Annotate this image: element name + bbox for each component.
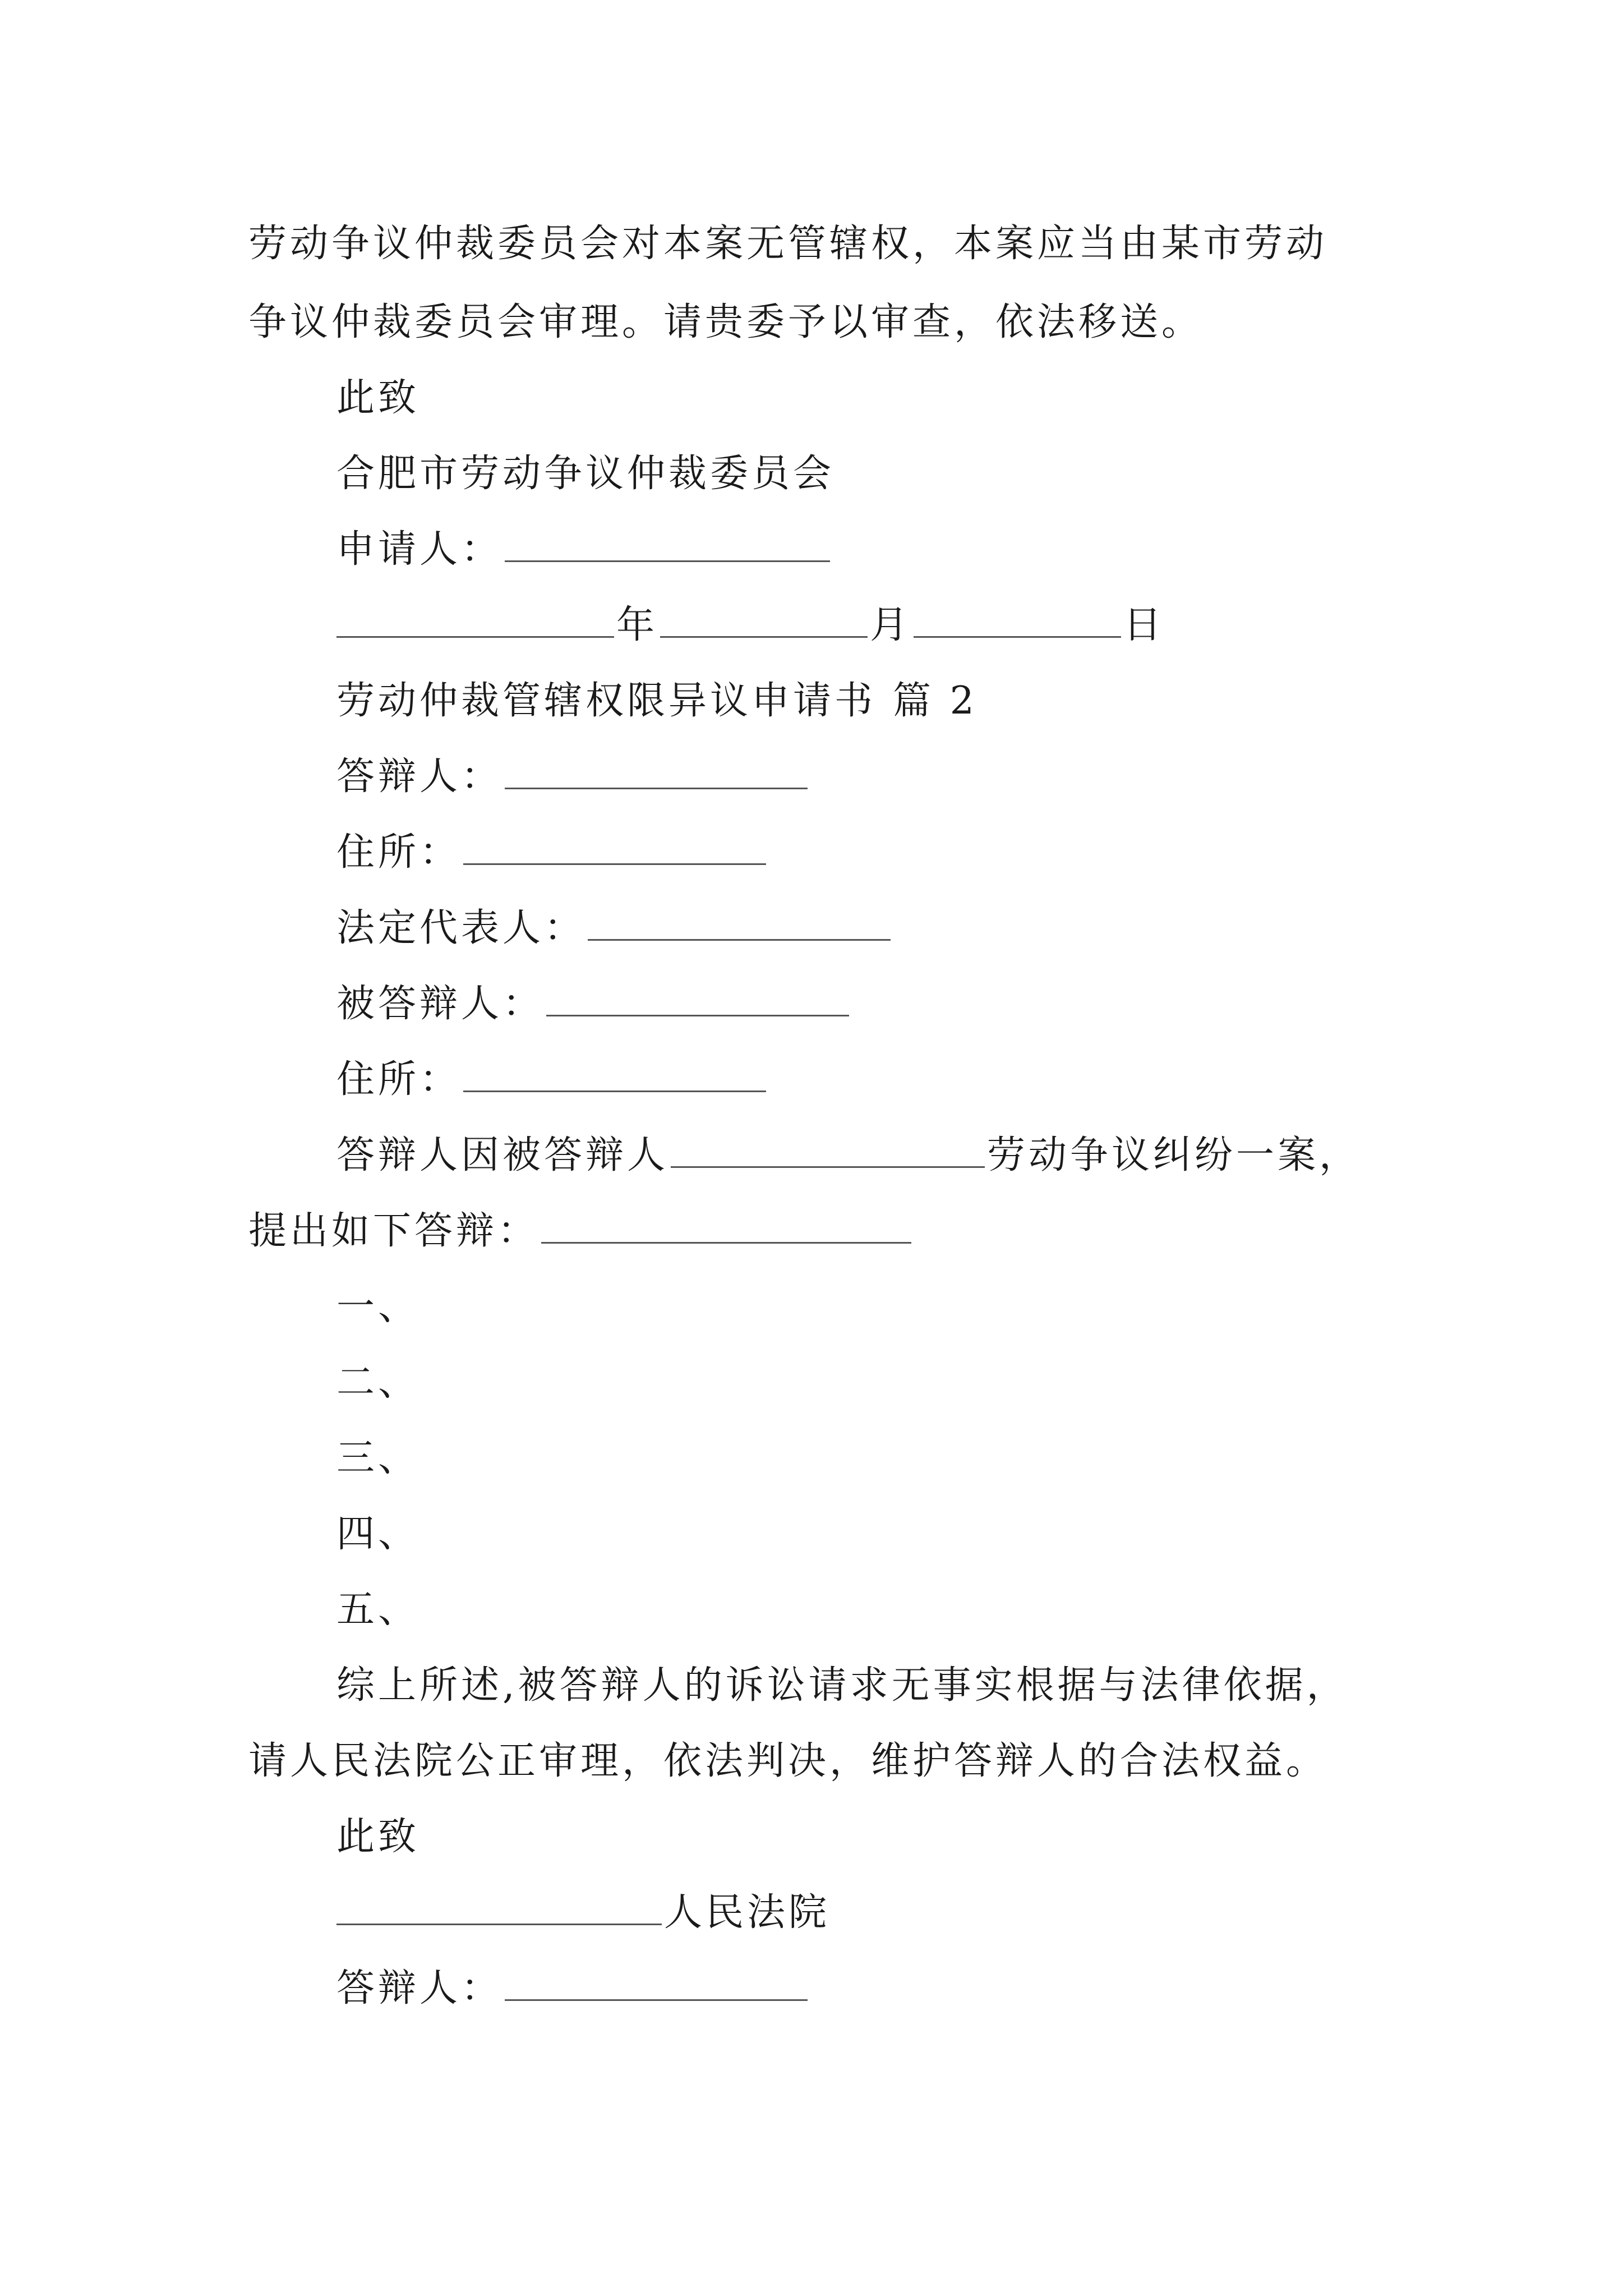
respondent-blank[interactable]	[505, 754, 808, 789]
section-title-text: 劳动仲裁管辖权限异议申请书	[336, 679, 877, 723]
claimant-row	[336, 976, 1486, 1032]
claimant-name-blank[interactable]	[671, 1133, 985, 1168]
respondent-blank-2[interactable]	[505, 1966, 808, 2001]
statement-line-2-text: 提出如下答辩：	[248, 1209, 540, 1253]
legal-rep-label: 法定代表人：	[336, 906, 586, 950]
month-label: 月	[870, 603, 912, 647]
statement-part-2: 劳动争议纠纷一案，	[987, 1133, 1361, 1177]
month-blank[interactable]	[660, 602, 868, 638]
paragraph-line: 争议仲裁委员会审理。请贵委予以审查，依法移送。	[248, 300, 1204, 344]
applicant-row	[336, 522, 1486, 578]
day-label: 日	[1123, 603, 1165, 647]
section-tag: 篇 2	[893, 679, 978, 723]
statement-line-1	[336, 1128, 1486, 1184]
year-blank[interactable]	[336, 602, 614, 638]
applicant-label: 申请人：	[336, 527, 503, 572]
year-label: 年	[616, 603, 658, 647]
respondent-row	[336, 749, 1486, 805]
applicant-blank[interactable]	[505, 527, 830, 562]
address-row	[336, 825, 1486, 881]
respondent-label-2: 答辩人：	[336, 1966, 503, 2010]
list-item: 五、	[336, 1588, 420, 1632]
conclusion-line-1: 综上所述,被答辩人的诉讼请求无事实根据与法律依据，	[336, 1663, 1348, 1708]
address-label: 住所：	[336, 830, 462, 875]
list-item: 一、	[336, 1285, 420, 1329]
address-blank[interactable]	[463, 830, 766, 865]
statement-part-1: 答辩人因被答辩人	[336, 1133, 669, 1177]
address-label-2: 住所：	[336, 1057, 462, 1102]
respondent-label: 答辩人：	[336, 754, 503, 799]
recipient: 合肥市劳动争议仲裁委员会	[336, 452, 835, 496]
paragraph-line: 劳动争议仲裁委员会对本案无管辖权，本案应当由某市劳动	[248, 222, 1328, 266]
statement-line-2	[248, 1203, 1398, 1259]
list-item: 二、	[336, 1360, 420, 1405]
day-blank[interactable]	[914, 602, 1121, 638]
court-suffix: 人民法院	[664, 1890, 831, 1935]
defense-blank[interactable]	[541, 1208, 911, 1244]
salutation: 此致	[336, 376, 420, 420]
salutation-2: 此致	[336, 1815, 420, 1859]
claimant-blank[interactable]	[546, 981, 849, 1016]
address-row-2	[336, 1052, 1486, 1108]
section-title	[336, 673, 1486, 729]
legal-rep-blank[interactable]	[588, 905, 891, 941]
court-blank[interactable]	[336, 1890, 662, 1925]
legal-rep-row	[336, 900, 1486, 956]
address-blank-2[interactable]	[463, 1057, 766, 1092]
respondent-row-2	[336, 1961, 1486, 2017]
court-row	[336, 1885, 1486, 1941]
claimant-label: 被答辩人：	[336, 982, 545, 1026]
conclusion-line-2: 请人民法院公正审理，依法判决，维护答辩人的合法权益。	[248, 1739, 1328, 1783]
date-row	[336, 597, 1486, 654]
list-item: 四、	[336, 1512, 420, 1556]
list-item: 三、	[336, 1436, 420, 1480]
